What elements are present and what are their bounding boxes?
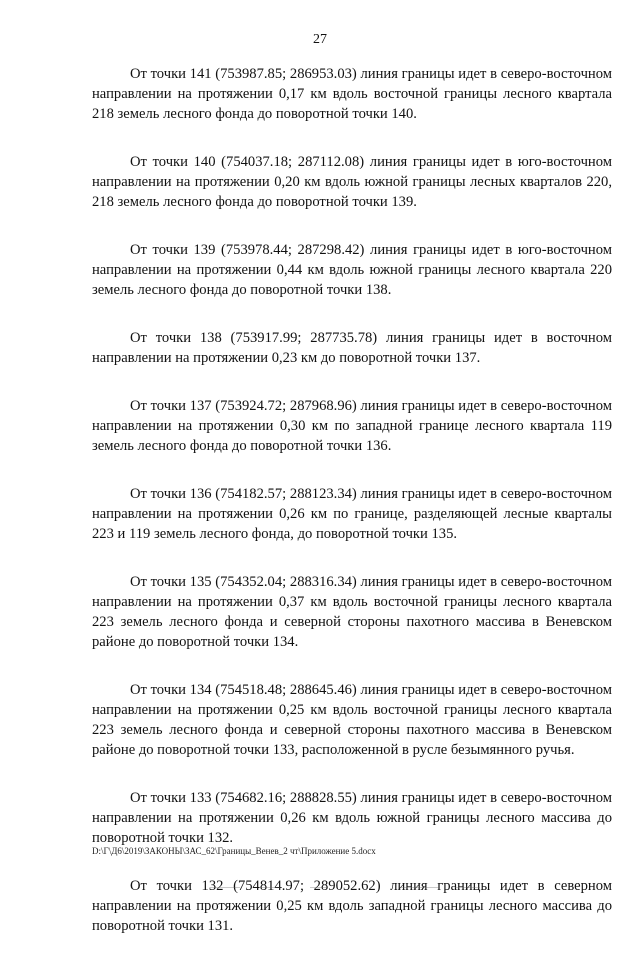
paragraph-point-139: От точки 139 (753978.44; 287298.42) линия границы идет в юго-восточном направлении на протяжении 0,44 км вдоль южной границы лесного квартала 220 земель лесного фонда до поворотной точки 138.: [92, 242, 612, 298]
paragraph-point-136: От точки 136 (754182.57; 288123.34) линия границы идет в северо-восточном направлении на протяжении 0,26 км по границе, разделяющей лесные кварталы 223 и 119 земель лесного фонда, до поворотной точки 135.: [92, 486, 612, 542]
footer-file-path: D:\Г\Д6\2019\ЗАКОНЫ\ЗАС_62\Границы_Венев_2 чт\Приложение 5.docx: [92, 846, 376, 856]
document-body: [92, 64, 612, 964]
paragraph-point-135: От точки 135 (754352.04; 288316.34) линия границы идет в северо-восточном направлении на протяжении 0,37 км вдоль восточной границы лесного квартала 223 земель лесного фонда и северной стороны пахотного массива в Веневском районе до поворотной точки 134.: [92, 574, 612, 650]
paragraph-point-132: От точки 132 (754814.97; 289052.62) линия границы идет в северном направлении на протяжении 0,25 км вдоль западной границы лесного массива до поворотной точки 131.: [92, 878, 612, 934]
scan-artifact-marks: [200, 886, 500, 890]
paragraph-point-140: От точки 140 (754037.18; 287112.08) линия границы идет в юго-восточном направлении на протяжении 0,20 км вдоль южной границы лесных кварталов 220, 218 земель лесного фонда до поворотной точки 139.: [92, 154, 612, 210]
paragraph-point-133: От точки 133 (754682.16; 288828.55) линия границы идет в северо-восточном направлении на протяжении 0,26 км вдоль южной границы лесного массива до поворотной точки 132.: [92, 790, 612, 846]
paragraph-point-137: От точки 137 (753924.72; 287968.96) линия границы идет в северо-восточном направлении на протяжении 0,30 км по западной границе лесного квартала 119 земель лесного фонда до поворотной точки 136.: [92, 398, 612, 454]
paragraph-point-141: От точки 141 (753987.85; 286953.03) линия границы идет в северо-восточном направлении на протяжении 0,17 км вдоль восточной границы лесного квартала 218 земель лесного фонда до поворотной точки 140.: [92, 66, 612, 122]
paragraph-point-134: От точки 134 (754518.48; 288645.46) линия границы идет в северо-восточном направлении на протяжении 0,25 км вдоль восточной границы лесного квартала 223 земель лесного фонда и северной стороны пахотного массива в Веневском районе до поворотной точки 133, расположенной в русле безымянного ручья.: [92, 682, 612, 758]
paragraph-point-138: От точки 138 (753917.99; 287735.78) линия границы идет в восточном направлении на протяжении 0,23 км до поворотной точки 137.: [92, 330, 612, 366]
page-number: 27: [313, 32, 327, 47]
